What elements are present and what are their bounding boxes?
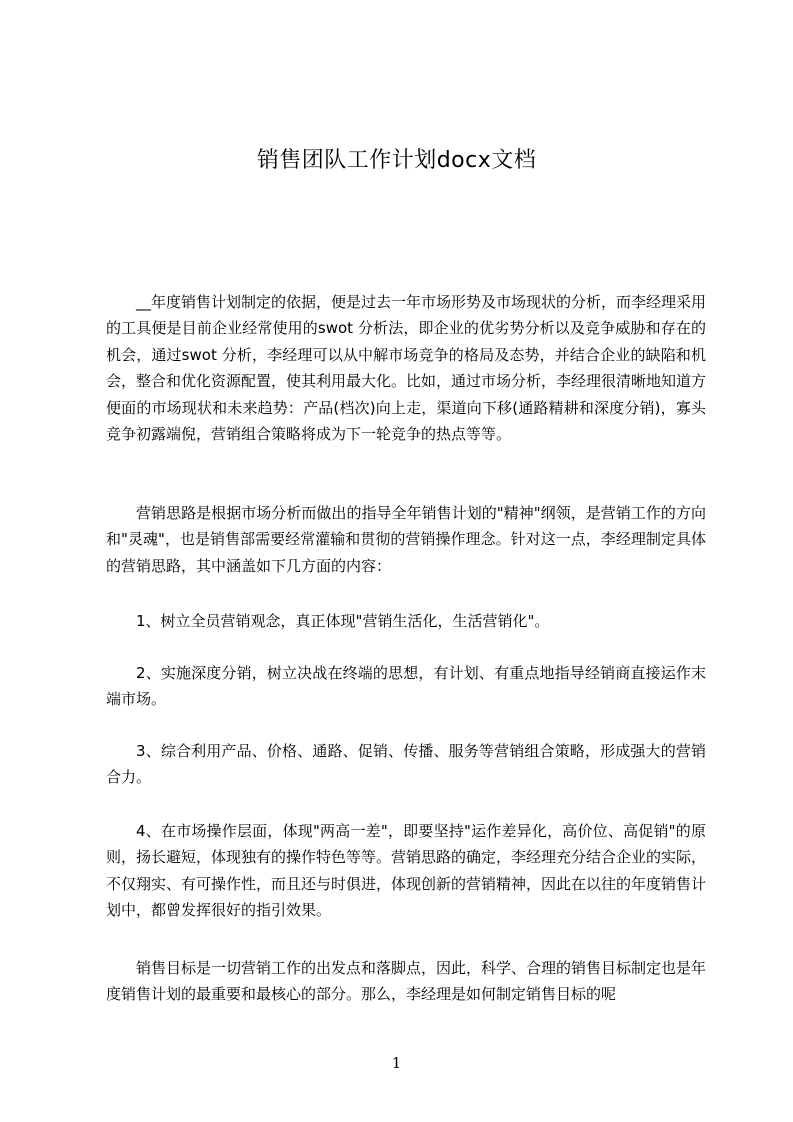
list-item-4: 4、在市场操作层面，体现"两高一差"，即要坚持"运作差异化，高价位、高促销"的原则，扬长避短，体现独有的操作特色等等。营销思路的确定，李经理充分结合企业的实际，不仅翔实、有可操作性，而且还与时俱进，体现创新的营销精神，因此在以往的年度销售计划中，都曾发挥很好的指引效果。 [106,822,707,920]
paragraph-sales-target: 销售目标是一切营销工作的出发点和落脚点，因此，科学、合理的销售目标制定也是年度销售计划的最重要和最核心的部分。那么，李经理是如何制定销售目标的呢 [106,959,707,1004]
list-item-3: 3、综合利用产品、价格、通路、促销、传播、服务等营销组合策略，形成强大的营销合力。 [106,742,706,787]
document-title: 销售团队工作计划docx文档 [256,148,537,173]
paragraph-sales-plan-basis: __年度销售计划制定的依据，便是过去一年市场形势及市场现状的分析，而李经理采用的工具便是目前企业经常使用的swot 分析法，即企业的优劣势分析以及竞争威胁和存在的机会，通过swot 分析，李经理可以从中解市场竞争的格局及态势，并结合企业的缺陷和机会，整合和优化资源配置，使其利用最大化。比如，通过市场分析，李经理很清晰地知道方便面的市场现状和未来趋势：产品(档次)向上走，渠道向下移(通路精耕和深度分销)，寡头竞争初露端倪，营销组合策略将成为下一轮竞争的热点等等。 [106,293,707,444]
list-item-1: 1、树立全员营销观念，真正体现"营销生活化，生活营销化"。 [136,612,550,630]
paragraph-marketing-approach: 营销思路是根据市场分析而做出的指导全年销售计划的"精神"纲领，是营销工作的方向和"灵魂"，也是销售部需要经常灌输和贯彻的营销操作理念。针对这一点，李经理制定具体的营销思路，其中涵盖如下几方面的内容： [106,504,706,575]
list-item-2: 2、实施深度分销，树立决战在终端的思想，有计划、有重点地指导经销商直接运作末端市场。 [106,664,706,709]
page-number: 1 [391,1054,402,1072]
